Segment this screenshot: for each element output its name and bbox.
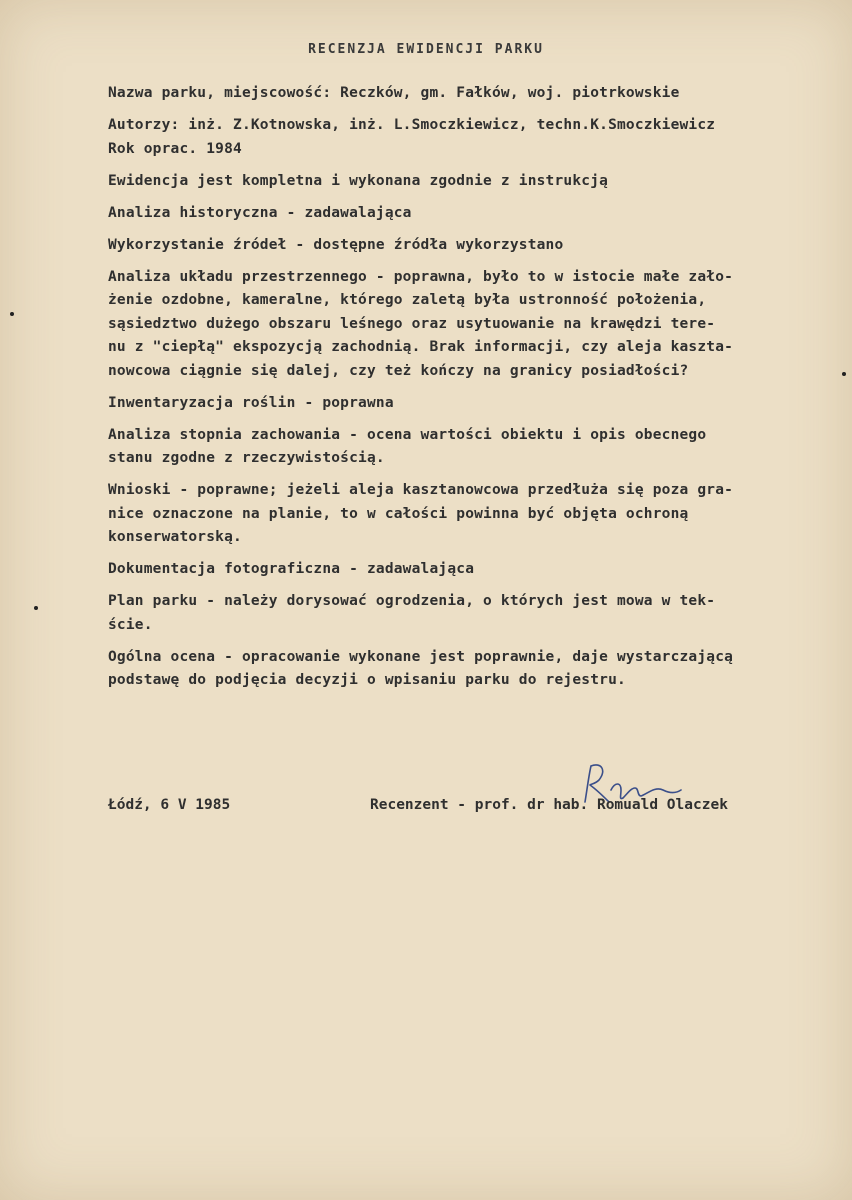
text-line: konserwatorską. xyxy=(108,529,242,545)
preservation-paragraph xyxy=(108,424,828,471)
page-edge-mark xyxy=(842,372,846,376)
review-body xyxy=(108,82,828,701)
overall-assessment-paragraph xyxy=(108,646,828,693)
text-line: żenie ozdobne, kameralne, którego zaletą była ustronność położenia, xyxy=(108,292,707,308)
park-plan-paragraph xyxy=(108,590,828,637)
text-line: Analiza stopnia zachowania - ocena wartości obiektu i opis obecnego xyxy=(108,426,707,443)
place-and-date: Łódź, 6 V 1985 xyxy=(108,797,231,813)
text-line: Inwentaryzacja roślin - poprawna xyxy=(108,394,394,411)
text-line: Autorzy: inż. Z.Kotnowska, inż. L.Smoczkiewicz, techn.K.Smoczkiewicz xyxy=(108,117,716,133)
park-name-paragraph xyxy=(108,82,828,106)
page-edge-mark xyxy=(10,312,14,316)
page-edge-mark xyxy=(34,606,38,610)
text-line: nowcowa ciągnie się dalej, czy też kończy na granicy posiadłości? xyxy=(108,362,689,379)
text-line: Wnioski - poprawne; jeżeli aleja kasztanowcowa przedłuża się poza gra- xyxy=(108,482,734,498)
text-line: Analiza układu przestrzennego - poprawna, było to w istocie małe zało- xyxy=(108,268,734,285)
text-line: Wykorzystanie źródeł - dostępne źródła wykorzystano xyxy=(108,236,564,253)
completeness-paragraph xyxy=(108,170,828,194)
text-line: podstawę do podjęcia decyzji o wpisaniu parku do rejestru. xyxy=(108,672,626,688)
text-line: Plan parku - należy dorysować ogrodzenia, o których jest mowa w tek- xyxy=(108,593,716,609)
plant-inventory-paragraph xyxy=(108,392,828,416)
text-line: Ogólna ocena - opracowanie wykonane jest poprawnie, daje wystarczającą xyxy=(108,648,734,665)
text-line: Rok oprac. 1984 xyxy=(108,140,242,157)
text-line: stanu zgodne z rzeczywistością. xyxy=(108,450,385,466)
text-line: nice oznaczone na planie, to w całości powinna być objęta ochroną xyxy=(108,505,689,522)
photo-documentation-paragraph xyxy=(108,558,828,582)
spatial-analysis-paragraph xyxy=(108,266,828,384)
reviewer-line: Recenzent - prof. dr hab. Romuald Olaczek xyxy=(370,797,728,813)
text-line: Dokumentacja fotograficzna - zadawalająca xyxy=(108,561,475,577)
historical-analysis-paragraph xyxy=(108,202,828,226)
sources-paragraph xyxy=(108,234,828,258)
authors-paragraph xyxy=(108,114,828,161)
document-title: RECENZJA EWIDENCJI PARKU xyxy=(308,42,544,57)
text-line: sąsiedztwo dużego obszaru leśnego oraz usytuowanie na krawędzi tere- xyxy=(108,315,716,332)
text-line: Analiza historyczna - zadawalająca xyxy=(108,204,412,221)
text-line: Nazwa parku, miejscowość: Reczków, gm. Fałków, woj. piotrkowskie xyxy=(108,85,680,101)
text-line: ście. xyxy=(108,616,153,633)
text-line: Ewidencja jest kompletna i wykonana zgodnie z instrukcją xyxy=(108,172,609,189)
conclusions-paragraph xyxy=(108,479,828,550)
text-line: nu z "ciepłą" ekspozycją zachodnią. Brak informacji, czy aleja kaszta- xyxy=(108,339,734,355)
